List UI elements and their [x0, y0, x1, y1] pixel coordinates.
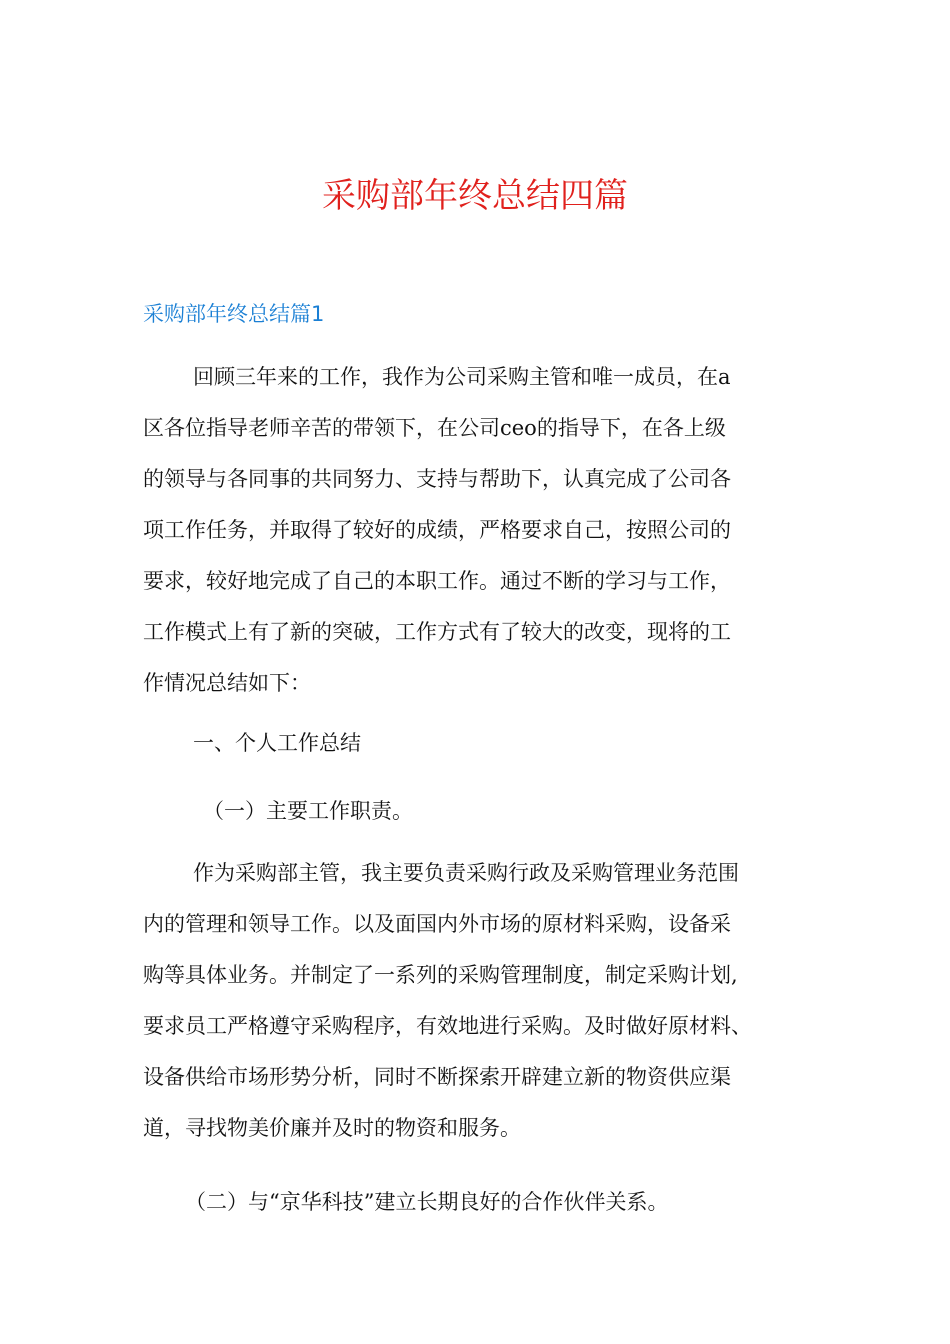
- heading-main-duties: （一）主要工作职责。: [203, 799, 413, 823]
- paragraph-line: 项工作任务，并取得了较好的成绩，严格要求自己，按照公司的: [143, 518, 731, 542]
- paragraph-line: 要求，较好地完成了自己的本职工作。通过不断的学习与工作，: [143, 569, 731, 593]
- paragraph-line: 作情况总结如下：: [143, 671, 311, 695]
- paragraph-duties: [143, 848, 808, 1154]
- paragraph-line: 作为采购部主管，我主要负责采购行政及采购管理业务范围: [193, 861, 739, 885]
- paragraph-line: 工作模式上有了新的突破，工作方式有了较大的改变，现将的工: [143, 620, 731, 644]
- paragraph-line: 道，寻找物美价廉并及时的物资和服务。: [143, 1116, 521, 1140]
- paragraph-line: 回顾三年来的工作，我作为公司采购主管和唯一成员，在a: [193, 365, 731, 389]
- heading-partnership: （二）与“京华科技”建立长期良好的合作伙伴关系。: [185, 1190, 669, 1214]
- paragraph-line: 要求员工严格遵守采购程序，有效地进行采购。及时做好原材料、: [143, 1014, 752, 1038]
- paragraph-line: 购等具体业务。并制定了一系列的采购管理制度，制定采购计划,: [143, 963, 738, 987]
- paragraph-review: [143, 352, 808, 709]
- heading-personal-summary: 一、个人工作总结: [193, 731, 361, 755]
- paragraph-line: 内的管理和领导工作。以及面国内外市场的原材料采购，设备采: [143, 912, 731, 936]
- section-heading: 采购部年终总结篇1: [143, 302, 325, 326]
- paragraph-line: 设备供给市场形势分析，同时不断探索开辟建立新的物资供应渠: [143, 1065, 731, 1089]
- paragraph-line: 区各位指导老师辛苦的带领下，在公司ceo的指导下，在各上级: [143, 416, 726, 440]
- document-title: 采购部年终总结四篇: [322, 176, 628, 216]
- paragraph-line: 的领导与各同事的共同努力、支持与帮助下，认真完成了公司各: [143, 467, 731, 491]
